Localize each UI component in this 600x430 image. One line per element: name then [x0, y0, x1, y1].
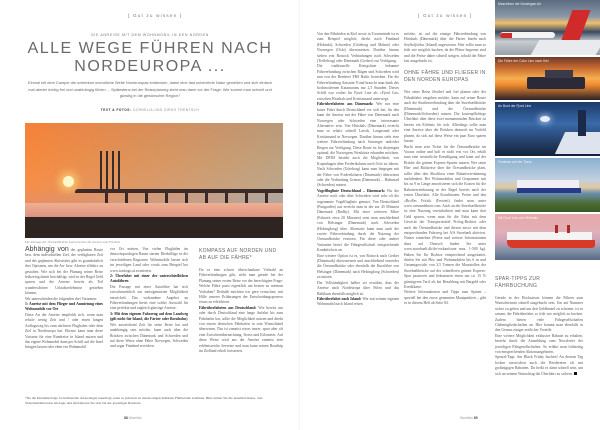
paragraph: vor Ort mieten. Von vielen Flughäfen im deutschsprachigen Raum starten Direktflüge in die verschiedenen Regionen. Wohnmobile lassen sich im jeweiligen Land oder vorab zum Beispiel bei www.tonitogo.at.eu mieten. — [110, 247, 188, 273]
paragraph: Eine weitere Option ist es, von Rostock nach Gedser (Dänemark) überzusetzen und anschließend entweder die Öresundbrücke oder ebenfalls die Kurzfähre von Helsingør (Dänemark) nach Helsingborg (Schweden) zu nutzen. — [317, 253, 399, 280]
section-tag: [ Gut zu wissen ] — [418, 13, 473, 18]
byline — [0, 108, 300, 112]
page-number: 88 — [124, 416, 128, 420]
paragraph: Wir unterscheiden die folgenden drei Varianten: — [25, 296, 97, 301]
paragraph: Wer seine Reise flexibel und frei planen oder der Fährabfahrt entgehen möchte, kann auf seiner Route auch die Straßenverbindung über die Storebæltbrücke (Dänemark) und die Öresundbrücke (Dänemark/Schweden) nutzen. Die kostenpflichtige Überfahrt über diese zwei monumentalen Brücken ist bereits ein Erlebnis für sich. Allerdings sollte man eine Anreise über die Brücken dennoch im Vorfeld planen, da sich auf diese Weise ein paar Euro sparen lassen. — [404, 90, 486, 144]
paragraph: Spezial-Tipp: Am Black Friday buchen! An diesem Tag locken inzwischen auch die Reedereien oft mit großzügigen Rabatten. Da heißt es dann schnell sein, um sich an seinem Wunschtag die Überfahrt zu sichern. — [495, 355, 583, 376]
subheading: Vogelfluglinie Deutschland – Dänemark: — [317, 188, 386, 193]
article-headline: ALLE WEGE FÜHREN NACH NORDEUROPA ... — [27, 40, 273, 75]
photo-fjord-line-hirtshals — [495, 214, 600, 260]
paragraph: Für die Anreise nach oder über Schweden wird sehr oft die sogenannte Vogelfluglinie genutzt. Von Deutschland (Puttgarden) aus erreicht man in der zur 45 Minuten Dänemark (Rødby). Mit einer weiteren Fähre (Fahrzeit etwa 20 Minuten) setzt man anschließend von Helsingør (Dänemark) nach Schweden (Helsingborg) über. Alternativ kann man auch die zweite Fährverbindung durch die Nutzung der Öresundbrücke ersetzen. Für diese oder andere Varianten bietet die Fährgesellschaft entsprechende Kombitickets an. — [317, 188, 399, 253]
photo-norwegian-air — [495, 0, 600, 55]
subheading: Fährüberfahrten aus Deutschland: — [199, 305, 257, 310]
left-column-1 — [25, 247, 103, 351]
paragraph: Die Passage mit einer Autofähre hat sich zwischenzeitlich zur meistgenutzten Möglichkeit entwickelt. Das vorhandene Angebot an Fährverbindungen bietet eine solche Auswahl für eine perfekte und zugleich günstige Anreise. — [110, 284, 188, 311]
section-heading: KOMPASS AUF NORDEN UND AB AUF DIE FÄHRE* — [199, 248, 277, 261]
subheading: Fährüberfahrt nach Island: — [317, 296, 362, 301]
section-heading: OHNE FÄHRE UND FLIEGER IN DEN NORDEN EUROPAS — [404, 70, 486, 84]
subheading: Fährüberfahrten aus Dänemark: — [317, 102, 374, 107]
footnote: *Da die Pandemiefolge fortwährenden Änderungen unterliegt, kann es jederzeit zu einem eingeschränkten Fährbetrieb kommen. Bitte halten Sie die aktuellen Reise- und Sicherheitshinweise im Auge und informieren Sie sich bei der jeweiligen Reederei. — [25, 396, 263, 406]
paragraph: Bucht man sein Ticket für die Öresundbrücke im Voraus online und holt es nicht erst vor Ort, erhält man eine wesentliche Ermäßigung und kann auf der Brücke die grünen Express-Spuren nutzen. Wer seine Hin- und Rückreise über die Öresundbrücke plant, sollte über den Abschluss einer Rabattvereinbarung nachdenken. Bei Wohnmobilen und Gespannen mit bis zu 9 m Länge amortisieren sich die Kosten für die Rabattvereinbarung in der Regel bereits nach der ersten Überfahrt. Alle Konditionen, Preise und den »BroPas Fritid« (Freizeit) findet man unter www.oresundsbron.com. Auch an der Storebæltbrücke ist eine Nutzung vereinfachten und man kann dort Geld sparen, wenn man für die Fahrt mit dem Gewicht der Transportmittel Prolog-Brobizz oder auch der Öresundbrücke und diesen zuvor mit dem entsprechenden Fahrweg bei A/S Storebælt aktiviert. Nutzer einziehen (Preise und weitere Informationen dazu auf Deutsch finden Sie unter www.storebaelt.dk/de/vorkaufsrate max. 1-500 kg). Haben Sie Ihr Brobizz entsprechend ausgestattet, dürfen Sie mit Pkw und Wohnmobilen bis 6 m und Gesamtgewicht von 3,5 Tonnen die Mautstellen der Storebæltbrücke auf der schnelleren grünen Express-Spur passieren und bekommen einen um ca. 15 % günstigeren Tarif als bei Bezahlung mit Bargeld oder Kreditkarte. — [404, 144, 486, 290]
subheading: 2: Überfahrt mit einer der unterschiedlichen Autofähren — [110, 274, 188, 284]
left-column-2 — [110, 247, 188, 350]
subheading: 1: Anreise mit dem Flieger und Anmietung eines Wohnmobils vor Ort — [25, 302, 103, 312]
photo-caption: Mit Fjord Line von Hirtshals — [498, 216, 538, 220]
article-lead: Einmal mit dem Camper die scheinbar unendliche Weite Nordeuropas entdecken, dabei eine fast unberührte Natur genießen und sich einfach mal wieder richtig frei und unabhängig fühlen ... Spätestens bei der Reiseplanung steht man dann vor der Frage: Wie kommt man schnell und günstig in die gewünschte Region? — [28, 80, 272, 99]
hero-photo-oresund-bridge — [25, 123, 283, 238]
byline-names: CORNELIA UND SIRKO TRENTSCH — [132, 108, 200, 112]
paragraph: Gerade in der Hochsaison können die Fähren zum Wunschtermin schnell ausgebucht sein. Um auf Nummer sicher zu gehen und um den Geldbeutel zu schonen, ist es ratsam, die Fährüberfahrt so früh wie möglich zu buchen. Zudem bieten viele Fährgesellschaften Clubmitgliedschaften an. Hier kommt man ebenfalls in den Genuss einiger zeitlicher Vorteile. — [495, 296, 583, 333]
folio-right — [460, 416, 478, 420]
right-column-1 — [317, 32, 399, 308]
paragraph: Wer ausreichend Zeit für seine Reise hat und unabhängig sein möchte, kann auch über die Brücken zwischen Dänemark und Schweden und auf diese Weise ohne Fähre Norwegen, Schweden und sogar Finnland erreichen. — [110, 322, 188, 349]
paragraph: Da es eine schwer überschaubare Vielzahl an Fährverbindungen gibt, steht man gerade bei der Planung seiner ersten Reise vor der berechtigten Frage: Welche Fähre passt eigentlich am besten zu meinem Vorhaben? Deshalb möchten wir gern versuchen, mit Hilfe unserer Erfahrungen der Entscheidungsprozess etwas zu erleichtern. — [199, 268, 283, 305]
paragraph: Wie bereits aus oder durch Deutschland eine lange Anfahrt bis zum Fährhafen hat, sollte die Möglichkeit nutzen und direkt von einem deutschen Fährhafen in sein Wunschland übersetzen. Das ist zumeist etwas teurer, spart aber oft eine Zwischenübernachtung, Stress und Kilometer. Auf diese Weise wird aus der Anreise zumeist eine erlebnisreiche Seereise und man kann seinen Roadtrip im Zielland erholt fortsetzen. — [199, 305, 283, 354]
drop-word: Abhängig von — [25, 246, 69, 253]
sun-icon — [63, 176, 74, 187]
paragraph: Von den Fährhäfen in Kiel sowie in Travemünde ist es zum Beispiel möglich, direkt nach Finnland (Helsinki), Schweden (Göteborg und Malmö) oder Norwegen (Oslo) überzusetzen. Darüber hinaus stehen von Rostock Verbindungen nach Schweden (Trelleborg) oder Dänemark (Gedser) zur Verfügung. — [317, 32, 399, 64]
right-column-2 — [404, 32, 486, 307]
photo-finnlines — [495, 158, 600, 212]
photo-caption: An Bord der Fjord Line — [498, 104, 532, 108]
folio-left — [124, 416, 142, 420]
paragraph: Wer nur eine kurze Fahrt durch Deutschland vor sich hat, für den kann die Anreise mit der Fähre von Dänemark nach Norwegen oder Schweden eine interessante Alternative sein. Von Hirtshals (Dänemark) erreicht man so relativ schnell Larvik, Langesund oder Kristiansand in Norwegen. Darüber hinaus steht eine weitere Fährverbindung nach Stavanger und/oder Bergen zur Verfügung. Diese Route ist für diejenigen optimal, die Norwegens Westküste erkunden möchten. Mit DFDS besteht auch die Möglichkeit, von Kopenhagen über Frederikshavn nach Oslo zu fahren. Nach Schweden (Göteborg) kann man hingegen mit der Fähre von Frederikshavn (Dänemark) übersetzen oder die Verbindung Grenaa (Dänemark) – Halmstad (Schweden) nutzen. — [317, 102, 399, 188]
left-column-3 — [199, 248, 283, 355]
paragraph: Wer mit seinem eigenen Wohnmobil nach Island reisen — [317, 296, 399, 307]
magazine-name: Womöbs — [128, 416, 142, 420]
paragraph: Der Vollständigkeit halber sei erwähnt, dass die Anreise nach Nordeuropa über Polen und das Baltikum ebenfalls möglich ist. — [317, 280, 399, 296]
photo-caption: Finnlines auf der Trave — [498, 160, 532, 164]
photo-caption: Maschinen der Norwegian Air — [498, 2, 542, 6]
paragraph: Eine weitere Möglichkeit exklusive Rabatte zu erhalten, besteht durch die Anmeldung zum Newsletter der jeweiligen Fährgesellschaften. So erfährt man frühzeitig von entsprechenden Aktionsangeboten. — [495, 333, 583, 355]
paragraph: der geplanten Route bzw. dem individuellen Ziel, der verfügbaren Zeit und des geplanten Aktivitätes gibt es grundsätzlich drei Optionen, um die An- bzw. Abreise effektiv zu gestalten. Wie sich bei der Planung seiner Reise frühzeitig damit beschäftigt, wird in der Regel Geld sparen und die Anreise bereits als Teil wunderschöner Urlaubserlebnisse genießen können. — [25, 248, 103, 296]
photo-fjord-line — [495, 102, 600, 156]
right-column-3 — [495, 276, 583, 377]
photo-caption: Die Fähre der Color Line nach Kiel — [498, 59, 549, 63]
paragraph: möchte, ist auf die einzige Fährverbindung von Hirtshals (Dänemark) über die Färöer Inseln nach Seyðisfjörður (Island) angewiesen. Hier sollte man so früh wie möglich buchen, da die Plätze begrenzt sind und die Preise daher schnell steigen, sobald die Fähre fast ausgebucht ist. — [404, 32, 486, 64]
hero-caption: Die Passage der Öresundbrücke macht bereits die Anreise zum Erlebnis — [25, 240, 121, 244]
paragraph: Die traditionelle Königslinie bekannte Fährverbindung zwischen Rügen und Schweden wird nun von der Reederei FRS Baltic betrieben. Für die Fährverbindung Sassnitz-Ystad braucht man dank des hochmodernen Katamarans nur 2,5 Stunden. Dieses Schiff war vorher für Fjord Line als »Fjord Cat« zwischen Hirtshals und Kristiansand unterwegs. — [317, 64, 399, 101]
paragraph: Diese Art der Anreise empfiehlt sich, wenn man relativ wenig Zeit und / oder einen langen Anflugsweg bis zum nächsten Flughafen oder dem Ziel in Nordeuropa hat. Ebenso kann man diese Variante für eine Rundreise in Island nutzen und das eigene Wohnmobil dann per Schiff auf die Insel bringen lassen oder eben ein Wohnmobil — [25, 312, 103, 350]
section-heading: SPAR-TIPPS ZUR FÄHRBUCHUNG — [495, 276, 541, 289]
subheading: 3: Mit dem eigenen Fahrzeug auf dem Landweg (gilt nicht für Island, die Färöer oder Bornholm) — [110, 311, 188, 322]
article-kicker: DIE ANREISE MIT DEM WOHNMOBIL IN DEN NORDEN — [91, 33, 209, 37]
section-tag: [ Gut zu wissen ] — [128, 13, 183, 18]
page-number: 89 — [473, 416, 478, 420]
magazine-name: Womöbs — [460, 416, 473, 420]
end-of-article-mark — [574, 372, 577, 375]
photo-color-line — [495, 57, 600, 100]
paragraph: Weitere Informationen und Tipps zum Sparen – speziell bei den zuvor genannten Mautpunkten – gibt es in diesem Heft ab Seite 84. — [404, 290, 486, 306]
byline-label: TEXT & FOTOS: — [100, 108, 132, 112]
